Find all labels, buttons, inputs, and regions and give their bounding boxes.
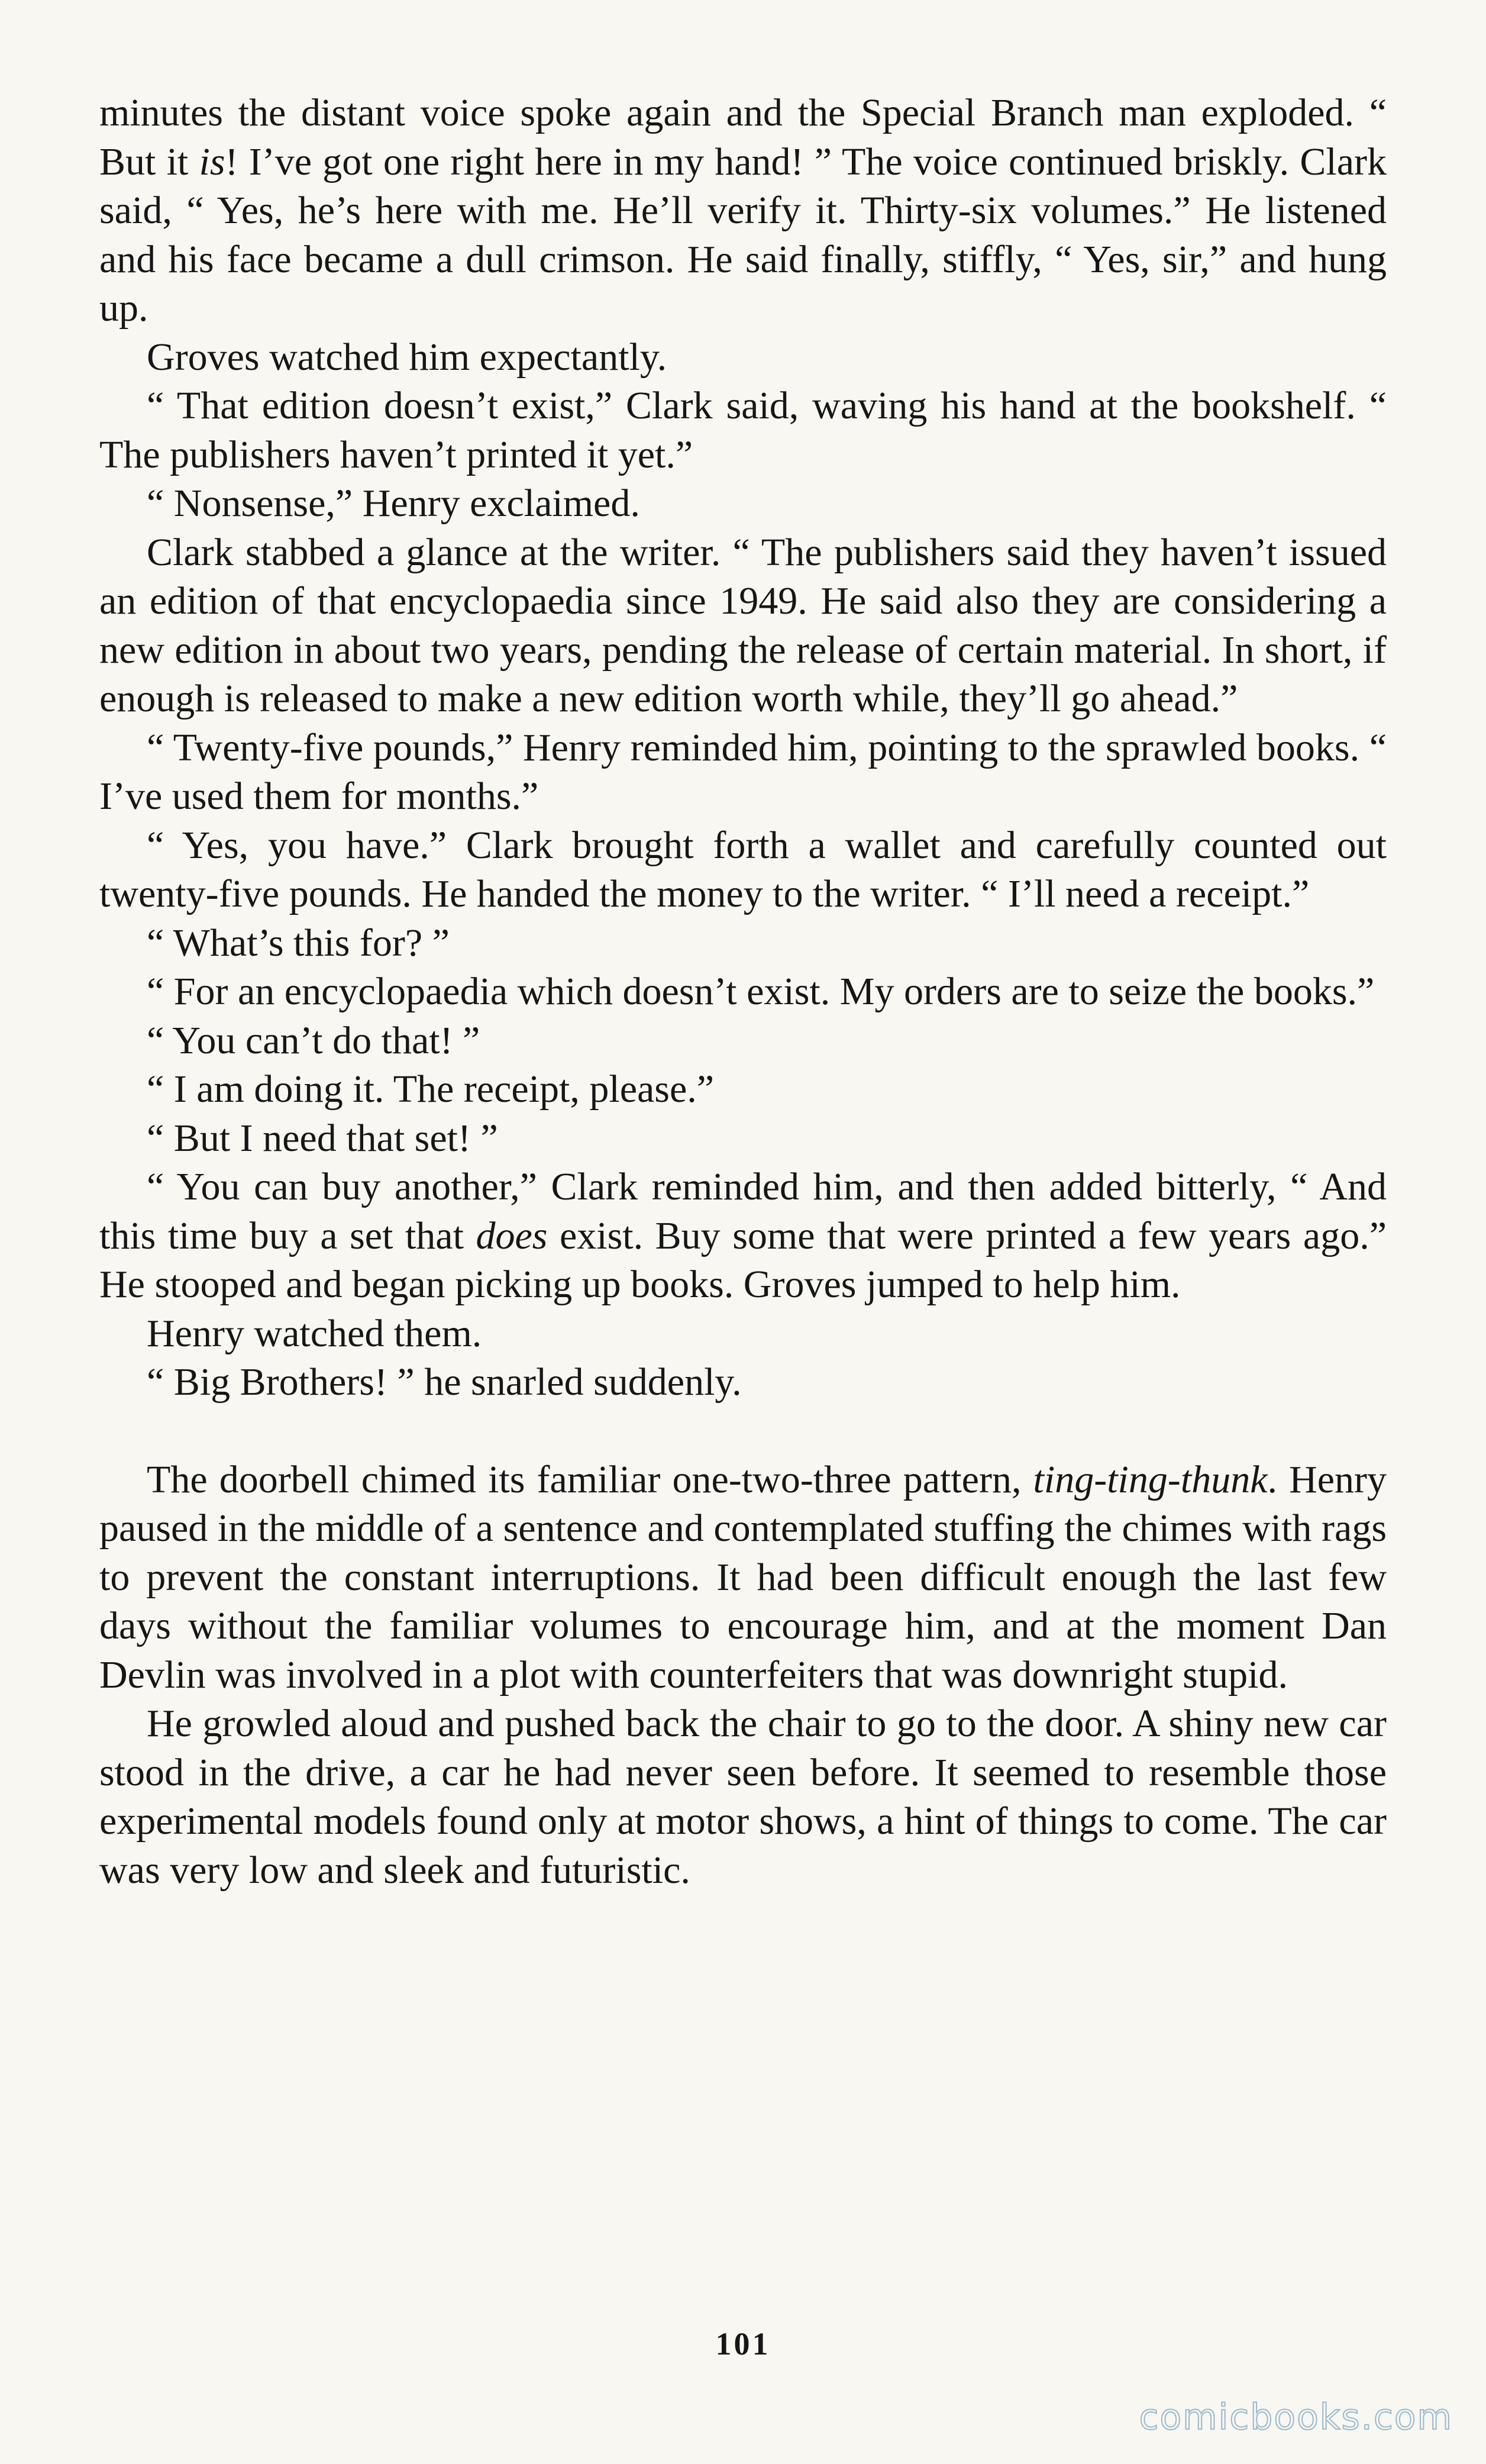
paragraph: “ For an encyclopaedia which doesn’t exist. My orders are to seize the books.” [147,970,1375,1013]
paragraph: “ You can buy another,” Clark reminded him, and then added bitterly, “ And this time buy a set that does exist. Buy some that were printed a few years ago.” He stooped and began picking up books. Groves jumped to help him. [99,1165,1387,1306]
page-number: 101 [715,2326,771,2362]
page-text [99,89,1387,1895]
paragraph: Groves watched him expectantly. [147,335,667,379]
paragraph: “ That edition doesn’t exist,” Clark said, waving his hand at the bookshelf. “ The publishers haven’t printed it yet.” [99,384,1387,476]
paragraph: “ Big Brothers! ” he snarled suddenly. [147,1360,742,1404]
paragraph: Clark stabbed a glance at the writer. “ The publishers said they haven’t issued an edition of that encyclopaedia since 1949. He said also they are considering a new edition in about two years, pending the release of certain material. In short, if enough is released to make a new edition worth while, they’ll go ahead.” [99,530,1387,720]
paragraph: “ Yes, you have.” Clark brought forth a wallet and carefully counted out twenty-five pounds. He handed the money to the writer. “ I’ll need a receipt.” [99,823,1387,915]
watermark-logo: comicbooks.com [1139,2397,1453,2438]
paragraph: He growled aloud and pushed back the chair to go to the door. A shiny new car stood in the drive, a car he had never seen before. It seemed to resemble those experimental models found only at motor shows, a hint of things to come. The car was very low and sleek and futuristic. [99,1702,1387,1892]
paragraph: “ Twenty-five pounds,” Henry reminded him, pointing to the sprawled books. “ I’ve used them for months.” [99,725,1387,818]
emphasis-text: is [199,140,225,183]
paragraph: “ I am doing it. The receipt, please.” [147,1067,715,1111]
emphasis-text: does [476,1214,548,1257]
paragraph: “ What’s this for? ” [147,921,450,965]
section-break [99,1407,1387,1456]
paragraph: “ But I need that set! ” [147,1116,498,1160]
paragraph: minutes the distant voice spoke again and the Special Branch man exploded. “ But it is! I’ve got one right here in my hand! ” The voice continued briskly. Clark said, “ Yes, he’s here with me. He’ll verify it. Thirty-six volumes.” He listened and his face became a dull crimson. He said finally, stiffly, “ Yes, sir,” and hung up. [99,91,1387,330]
paragraph: “ Nonsense,” Henry exclaimed. [147,482,640,525]
paragraph: Henry watched them. [147,1311,482,1355]
paragraph: The doorbell chimed its familiar one-two-three pattern, ting-ting-thunk. Henry paused in the middle of a sentence and contemplated stuffing the chimes with rags to prevent the constant interruptions. It had been difficult enough the last few days without the familiar volumes to encourage him, and at the moment Dan Devlin was involved in a plot with counterfeiters that was downright stupid. [99,1457,1387,1697]
paragraph: “ You can’t do that! ” [147,1018,480,1062]
emphasis-text: ting-ting-thunk [1033,1457,1268,1501]
